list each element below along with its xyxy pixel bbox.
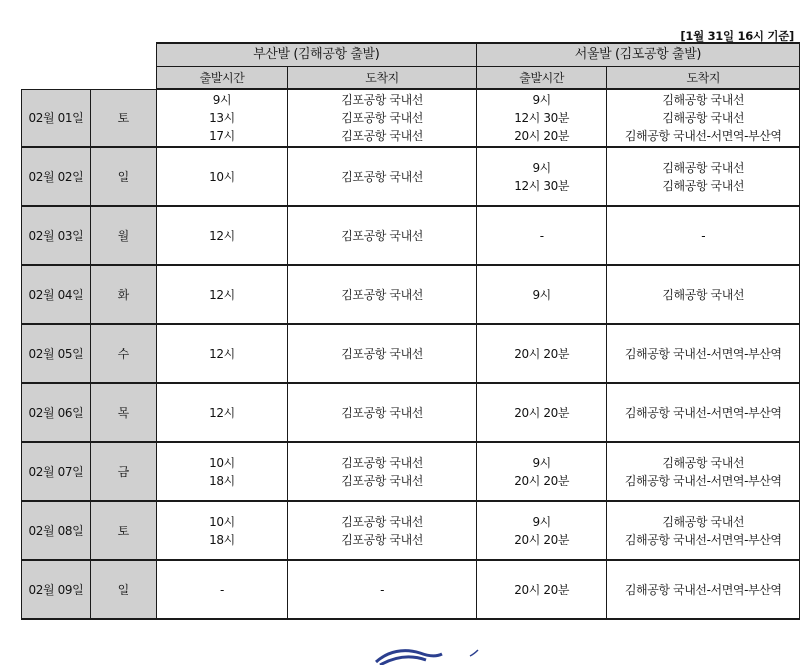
seoul-time-cell <box>476 560 607 619</box>
weekday-cell: 일 <box>90 147 156 206</box>
busan-destination-cell-line: 김포공항 국내선 <box>341 287 423 302</box>
seoul-time-cell-line: 20시 20분 <box>514 346 570 361</box>
busan-time-cell-line: - <box>220 582 224 597</box>
wave-logo-icon <box>370 648 480 665</box>
busan-destination-cell <box>288 89 476 147</box>
seoul-time-cell <box>476 89 607 147</box>
busan-destination-cell <box>288 560 476 619</box>
seoul-time-cell-line: - <box>539 228 544 243</box>
busan-time-cell <box>156 147 288 206</box>
busan-destination-cell-line: - <box>380 582 385 597</box>
table-row <box>22 206 800 265</box>
busan-destination-cell-line: 김포공항 국내선 <box>341 228 423 243</box>
busan-time-cell-line: 12시 <box>209 346 235 361</box>
busan-destination-cell <box>288 442 476 501</box>
date-cell: 02월 02일 <box>22 147 91 206</box>
date-cell: 02월 03일 <box>22 206 91 265</box>
table-row <box>22 501 800 560</box>
busan-time-cell <box>156 206 288 265</box>
busan-destination-cell-line: 김포공항 국내선 <box>341 169 423 184</box>
seoul-destination-cell-line: 김해공항 국내선 <box>662 287 745 302</box>
seoul-destination-cell-line: 김해공항 국내선-서면역-부산역 <box>624 405 782 420</box>
table-row <box>22 560 800 619</box>
table-row <box>22 147 800 206</box>
busan-time-cell-line: 10시 <box>209 169 235 184</box>
busan-time-cell <box>156 501 288 560</box>
busan-time-cell <box>156 560 288 619</box>
date-cell: 02월 05일 <box>22 324 91 383</box>
seoul-time-cell <box>476 324 607 383</box>
seoul-destination-cell-line: 김해공항 국내선 <box>662 455 745 470</box>
weekday-cell: 토 <box>90 89 156 147</box>
weekday-cell: 수 <box>90 324 156 383</box>
date-cell: 02월 04일 <box>22 265 91 324</box>
seoul-group-header: 서울발 (김포공항 출발) <box>476 43 799 67</box>
seoul-time-cell-line: 9시 <box>532 93 551 107</box>
weekday-cell: 토 <box>90 501 156 560</box>
seoul-destination-cell <box>607 147 800 206</box>
seoul-destination-cell-line: 김해공항 국내선 <box>662 514 745 529</box>
busan-time-cell-line: 12시 <box>209 287 235 302</box>
seoul-time-cell-line: 12시 30분 <box>514 178 570 193</box>
busan-destination-cell-line: 김포공항 국내선 <box>341 405 423 420</box>
seoul-time-cell-line: 9시 <box>532 455 551 470</box>
busan-time-cell-line: 10시 <box>209 455 235 470</box>
seoul-time-cell-line: 20시 20분 <box>514 532 570 547</box>
shuttle-schedule-table <box>21 42 800 620</box>
busan-destination-header: 도착지 <box>288 67 476 90</box>
busan-time-cell-line: 17시 <box>209 129 235 143</box>
seoul-destination-cell-line: 김해공항 국내선 <box>662 111 745 125</box>
busan-time-cell <box>156 324 288 383</box>
busan-time-cell <box>156 383 288 442</box>
busan-destination-cell <box>288 206 476 265</box>
seoul-time-cell-line: 12시 30분 <box>514 111 570 125</box>
table-row <box>22 324 800 383</box>
busan-destination-cell-line: 김포공항 국내선 <box>341 346 423 361</box>
seoul-destination-cell <box>607 383 800 442</box>
seoul-destination-cell-line: 김해공항 국내선 <box>662 93 745 107</box>
busan-time-cell-line: 18시 <box>209 532 235 547</box>
seoul-destination-cell <box>607 206 800 265</box>
busan-destination-cell-line: 김포공항 국내선 <box>341 93 423 107</box>
busan-destination-cell-line: 김포공항 국내선 <box>341 111 423 125</box>
weekday-cell: 월 <box>90 206 156 265</box>
busan-time-cell <box>156 442 288 501</box>
seoul-destination-cell-line: - <box>701 228 706 243</box>
table-row <box>22 265 800 324</box>
busan-time-cell-line: 12시 <box>209 228 235 243</box>
date-cell: 02월 07일 <box>22 442 91 501</box>
seoul-destination-cell <box>607 265 800 324</box>
seoul-destination-cell-line: 김해공항 국내선 <box>662 160 745 175</box>
busan-group-header: 부산발 (김해공항 출발) <box>156 43 476 67</box>
busan-destination-cell <box>288 265 476 324</box>
busan-time-cell-line: 18시 <box>209 473 235 488</box>
weekday-cell: 목 <box>90 383 156 442</box>
seoul-time-cell <box>476 265 607 324</box>
busan-destination-cell-line: 김포공항 국내선 <box>341 473 423 488</box>
seoul-time-cell-line: 20시 20분 <box>514 129 570 143</box>
date-cell: 02월 01일 <box>22 89 91 147</box>
busan-destination-cell <box>288 383 476 442</box>
busan-time-cell-line: 10시 <box>209 514 235 529</box>
busan-time-cell <box>156 89 288 147</box>
reference-time-note: [1월 31일 16시 기준] <box>680 29 794 43</box>
seoul-destination-cell-line: 김해공항 국내선 <box>662 178 745 193</box>
date-cell: 02월 06일 <box>22 383 91 442</box>
seoul-destination-cell-line: 김해공항 국내선-서면역-부산역 <box>624 346 782 361</box>
seoul-time-cell-line: 20시 20분 <box>514 582 570 597</box>
seoul-time-cell <box>476 383 607 442</box>
busan-destination-cell <box>288 324 476 383</box>
seoul-time-cell-line: 9시 <box>532 514 551 529</box>
busan-time-cell <box>156 265 288 324</box>
seoul-time-cell <box>476 501 607 560</box>
table-row <box>22 89 800 147</box>
seoul-time-cell-line: 20시 20분 <box>514 405 570 420</box>
weekday-cell: 금 <box>90 442 156 501</box>
seoul-destination-cell-line: 김해공항 국내선-서면역-부산역 <box>624 473 782 488</box>
seoul-time-cell <box>476 147 607 206</box>
table-row <box>22 383 800 442</box>
seoul-time-cell-line: 20시 20분 <box>514 473 570 488</box>
busan-time-cell-line: 9시 <box>212 93 232 107</box>
busan-time-cell-line: 13시 <box>209 111 235 125</box>
busan-destination-cell-line: 김포공항 국내선 <box>341 129 423 143</box>
seoul-destination-cell <box>607 324 800 383</box>
seoul-destination-cell <box>607 89 800 147</box>
busan-destination-cell <box>288 501 476 560</box>
corner-blank <box>22 67 157 90</box>
busan-destination-cell-line: 김포공항 국내선 <box>341 455 423 470</box>
weekday-cell: 화 <box>90 265 156 324</box>
seoul-destination-cell <box>607 501 800 560</box>
seoul-destination-cell-line: 김해공항 국내선-서면역-부산역 <box>624 129 782 143</box>
seoul-destination-cell-line: 김해공항 국내선-서면역-부산역 <box>624 582 782 597</box>
table-row <box>22 442 800 501</box>
seoul-time-cell <box>476 442 607 501</box>
seoul-destination-cell-line: 김해공항 국내선-서면역-부산역 <box>624 532 782 547</box>
weekday-cell: 일 <box>90 560 156 619</box>
seoul-departure-header: 출발시간 <box>476 67 607 90</box>
seoul-time-cell-line: 9시 <box>532 160 551 175</box>
busan-destination-cell-line: 김포공항 국내선 <box>341 514 423 529</box>
seoul-time-cell <box>476 206 607 265</box>
seoul-destination-cell <box>607 442 800 501</box>
date-cell: 02월 08일 <box>22 501 91 560</box>
date-cell: 02월 09일 <box>22 560 91 619</box>
busan-destination-cell-line: 김포공항 국내선 <box>341 532 423 547</box>
corner-blank <box>22 43 157 67</box>
seoul-time-cell-line: 9시 <box>532 287 551 302</box>
busan-destination-cell <box>288 147 476 206</box>
busan-time-cell-line: 12시 <box>209 405 235 420</box>
seoul-destination-cell <box>607 560 800 619</box>
busan-departure-header: 출발시간 <box>156 67 288 90</box>
seoul-destination-header: 도착지 <box>607 67 800 90</box>
